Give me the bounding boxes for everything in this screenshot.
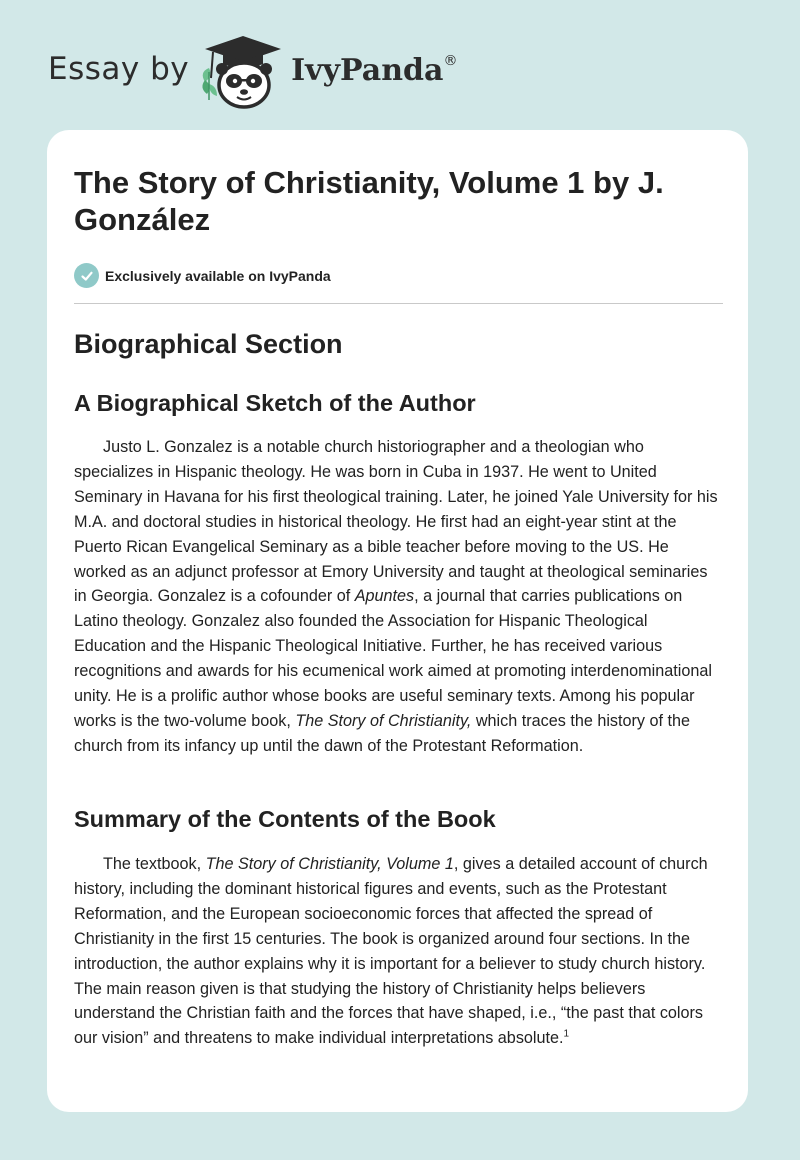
section-heading: Biographical Section xyxy=(74,329,343,359)
article-title: The Story of Christianity, Volume 1 by J. González xyxy=(74,165,664,237)
check-icon xyxy=(74,263,99,288)
subsection-heading-biography: A Biographical Sketch of the Author xyxy=(74,390,476,416)
panda-graduate-logo-icon[interactable] xyxy=(197,34,289,110)
brand-name[interactable]: IvyPanda® xyxy=(291,52,458,88)
footnote-ref[interactable]: 1 xyxy=(563,1028,570,1040)
registered-mark: ® xyxy=(443,52,458,69)
divider xyxy=(74,303,723,304)
paragraph-biography: Justo L. Gonzalez is a notable church historiographer and a theologian who specializes in Hispanic theology. He was born in Cuba in 1937. He went to United Seminary in Havana for his first theological training. Later, he joined Yale University for his M.A. and doctoral studies in historical theology. He first had an eight-year stint at the Puerto Rican Evangelical Seminary as a bible teacher before moving to the US. He worked as an adjunct professor at Emory University and taught at theological seminaries in Georgia. Gonzalez is a cofounder of Apuntes, a journal that carries publications on Latino theology. Gonzalez also founded the Association for Hispanic Theological Education and the Hispanic Theological Initiative. Further, he has received various recognitions and awards for his ecumenical work aimed at promoting interdenominational unity. He is a prolific author whose books are useful seminary texts. Among his popular works is the two-volume book, The Story of Christianity, which traces the history of the church from its infancy up until the dawn of the Protestant Reformation. xyxy=(74,438,718,755)
site-header xyxy=(48,34,457,110)
exclusive-text: Exclusively available on IvyPanda xyxy=(105,267,331,284)
article-card xyxy=(47,130,748,1112)
paragraph-summary: The textbook, The Story of Christianity, Volume 1, gives a detailed account of church history, including the dominant historical figures and events, such as the Protestant Reformation, and the European socioeconomic forces that affected the spread of Christianity in the first 15 centuries. The book is organized around four sections. In the introduction, the author explains why it is important for a believer to study church history. The main reason given is that studying the history of Christianity helps believers understand the Christian faith and the forces that have shaped, i.e., “the past that colors our vision” and threatens to make individual interpretations absolute.$^1$ xyxy=(74,855,708,1048)
subsection-heading-summary: Summary of the Contents of the Book xyxy=(74,806,496,832)
exclusive-badge xyxy=(74,263,331,288)
essay-by-label: Essay by xyxy=(48,51,190,87)
